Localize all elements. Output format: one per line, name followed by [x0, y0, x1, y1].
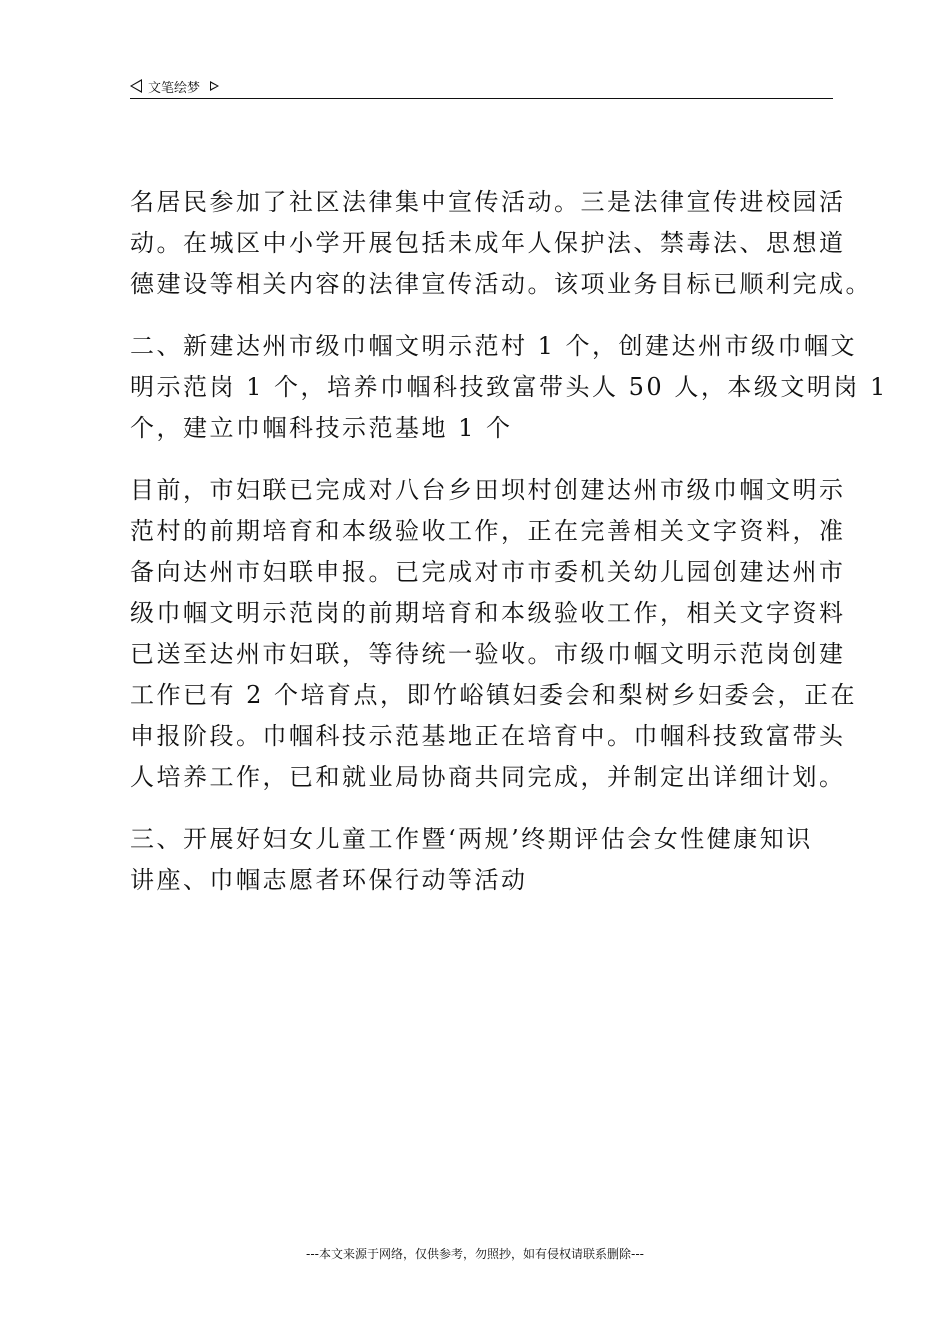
text-line: 动。在城区中小学开展包括未成年人保护法、禁毒法、思想道 — [130, 229, 846, 257]
triangle-right-icon — [210, 81, 219, 91]
page-header — [130, 74, 219, 98]
text-line: 范村的前期培育和本级验收工作，正在完善相关文字资料，准 — [130, 517, 846, 545]
triangle-left-icon — [130, 79, 142, 93]
document-body — [130, 182, 888, 901]
text-line: 名居民参加了社区法律集中宣传活动。三是法律宣传进校园活 — [130, 188, 846, 216]
page-footer: ---本文来源于网络，仅供参考，勿照抄，如有侵权请联系删除--- — [306, 1247, 644, 1261]
text-line: 已送至达州市妇联，等待统一验收。市级巾帼文明示范岗创建 — [130, 640, 846, 668]
text-line: 级巾帼文明示范岗的前期培育和本级验收工作，相关文字资料 — [130, 599, 846, 627]
header-brand: 文笔绘梦 — [148, 80, 201, 96]
text-line: 工作已有 2 个培育点，即竹峪镇妇委会和梨树乡妇委会，正在 — [130, 681, 858, 709]
text-line: 明示范岗 1 个，培养巾帼科技致富带头人 50 人，本级文明岗 1 — [130, 373, 888, 401]
text-line: 人培养工作，已和就业局协商共同完成，并制定出详细计划。 — [130, 763, 846, 791]
header-divider — [130, 98, 833, 99]
paragraph — [130, 470, 858, 798]
text-line: 个，建立巾帼科技示范基地 1 个 — [130, 414, 513, 442]
text-line: 讲座、巾帼志愿者环保行动等活动 — [130, 866, 528, 894]
text-line: 德建设等相关内容的法律宣传活动。该项业务目标已顺利完成。 — [130, 270, 872, 298]
text-line: 三、开展好妇女儿童工作暨‘两规’终期评估会女性健康知识 — [130, 825, 813, 853]
paragraph — [130, 326, 888, 449]
text-line: 备向达州市妇联申报。已完成对市市委机关幼儿园创建达州市 — [130, 558, 846, 586]
paragraph — [130, 819, 833, 901]
text-line: 二、新建达州市级巾帼文明示范村 1 个，创建达州市级巾帼文 — [130, 332, 858, 360]
paragraph — [130, 182, 872, 305]
text-line: 申报阶段。巾帼科技示范基地正在培育中。巾帼科技致富带头 — [130, 722, 846, 750]
text-line: 目前，市妇联已完成对八台乡田坝村创建达州市级巾帼文明示 — [130, 476, 846, 504]
